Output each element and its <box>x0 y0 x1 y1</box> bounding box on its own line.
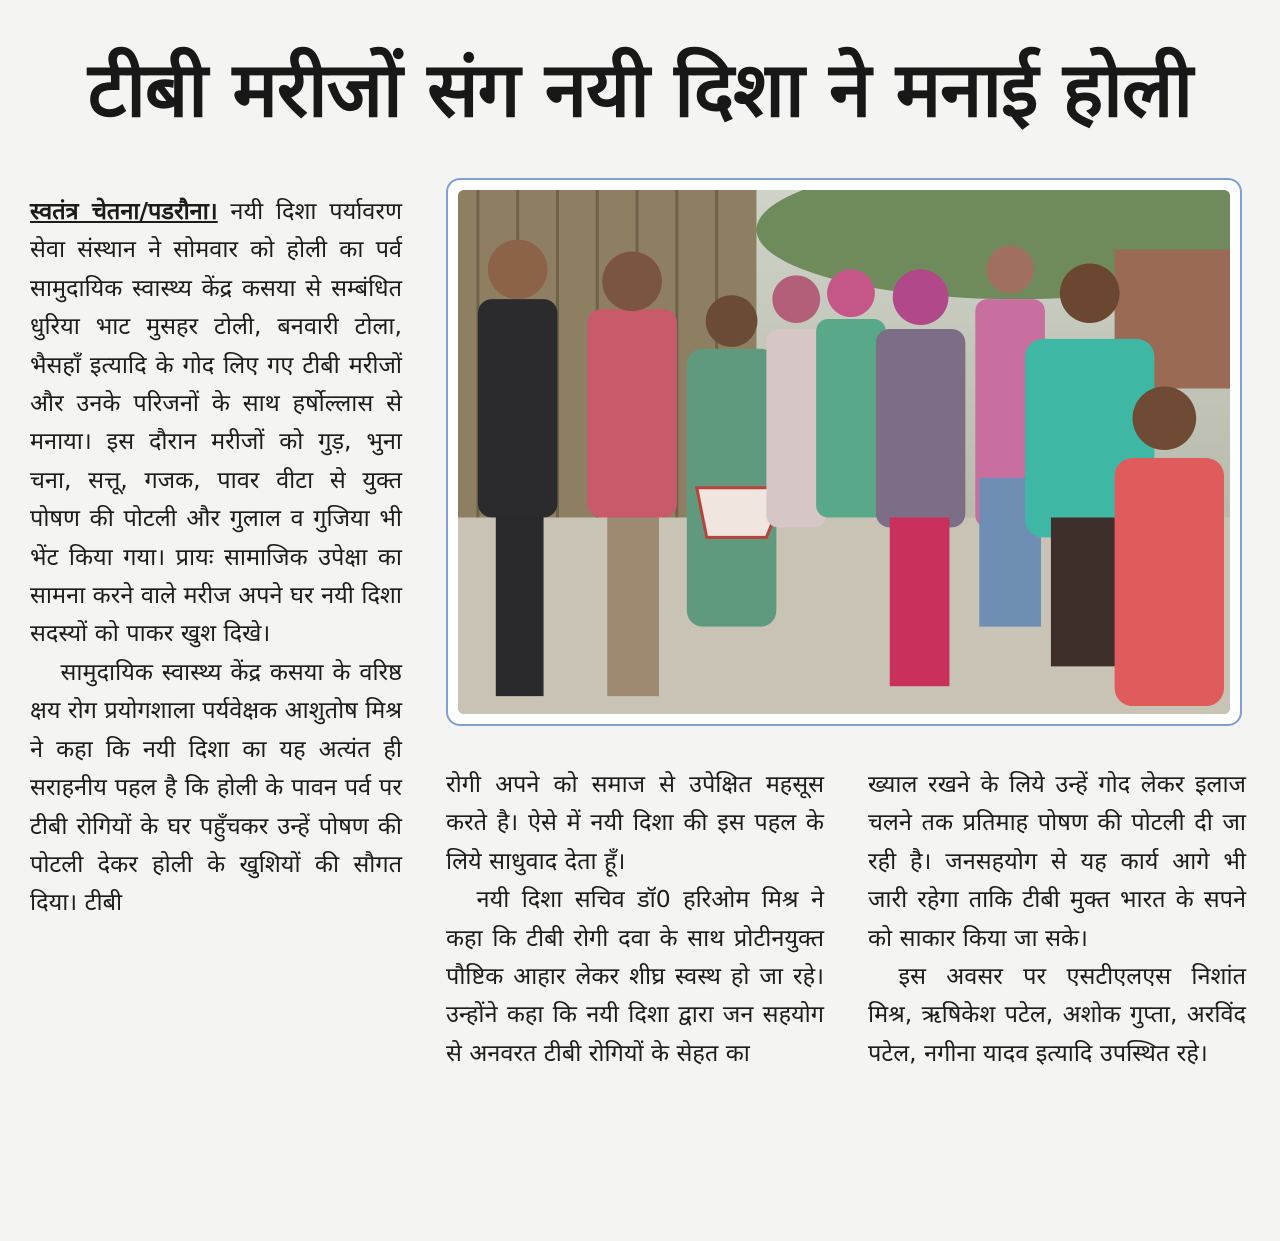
article-column-1 <box>30 192 402 922</box>
column-3-paragraph-2: इस अवसर पर एसटीएलएस निशांत मिश्र, ऋषिकेश पटेल, अशोक गुप्ता, अरविंद पटेल, नगीना यादव इत्यादि उपस्थित रहे। <box>868 962 1246 1067</box>
news-photo <box>446 178 1242 726</box>
column-3-paragraph-1: ख्याल रखने के लिये उन्हें गोद लेकर इलाज चलने तक प्रतिमाह पोषण की पोटली दी जा रही है। जनसहयोग से यह कार्य आगे भी जारी रहेगा ताकि टीबी मुक्त भारत के सपने को साकार किया जा सके। <box>868 770 1246 952</box>
column-2-paragraph-1: रोगी अपने को समाज से उपेक्षित महसूस करते है। ऐसे में नयी दिशा की इस पहल के लिये साधुवाद देता हूँ। <box>446 770 824 875</box>
column-2-paragraph-2: नयी दिशा सचिव डॉ0 हरिओम मिश्र ने कहा कि टीबी रोगी दवा के साथ प्रोटीनयुक्त पौष्टिक आहार लेकर शीघ्र स्वस्थ हो जा रहे। उन्होंने कहा कि नयी दिशा द्वारा जन सहयोग से अनवरत टीबी रोगियों के सेहत का <box>446 885 824 1067</box>
column-1-paragraph-1 <box>30 192 402 653</box>
dateline: स्वतंत्र चेतना/पडरौना। <box>30 197 218 225</box>
article-column-3 <box>868 765 1246 1072</box>
column-1-paragraph-1-text: नयी दिशा पर्यावरण सेवा संस्थान ने सोमवार को होली का पर्व सामुदायिक स्वास्थ्य केंद्र कसया से सम्बंधित धुरिया भाट मुसहर टोली, बनवारी टोला, भैसहाँ इत्यादि के गोद लिए गए टीबी मरीजों और उनके परिजनों के साथ हर्षोल्लास से मनाया। इस दौरान मरीजों को गुड़, भुना चना, सत्तू, गजक, पावर वीटा से युक्त पोषण की पोटली और गुलाल व गुजिया भी भेंट किया गया। प्रायः सामाजिक उपेक्षा का सामना करने वाले मरीज अपने घर नयी दिशा सदस्यों को पाकर खुश दिखे। <box>30 197 402 648</box>
column-1-paragraph-2: सामुदायिक स्वास्थ्य केंद्र कसया के वरिष्ठ क्षय रोग प्रयोगशाला पर्यवेक्षक आशुतोष मिश्र ने कहा कि नयी दिशा का यह अत्यंत ही सराहनीय पहल है कि होली के पावन पर्व पर टीबी रोगियों के घर पहुँचकर उन्हें पोषण की पोटली देकर होली के खुशियों की सौगत दिया। टीबी <box>30 657 402 917</box>
group-photo-illustration <box>458 190 1230 714</box>
headline: टीबी मरीजों संग नयी दिशा ने मनाई होली <box>87 45 1193 134</box>
article-column-2 <box>446 765 824 1072</box>
